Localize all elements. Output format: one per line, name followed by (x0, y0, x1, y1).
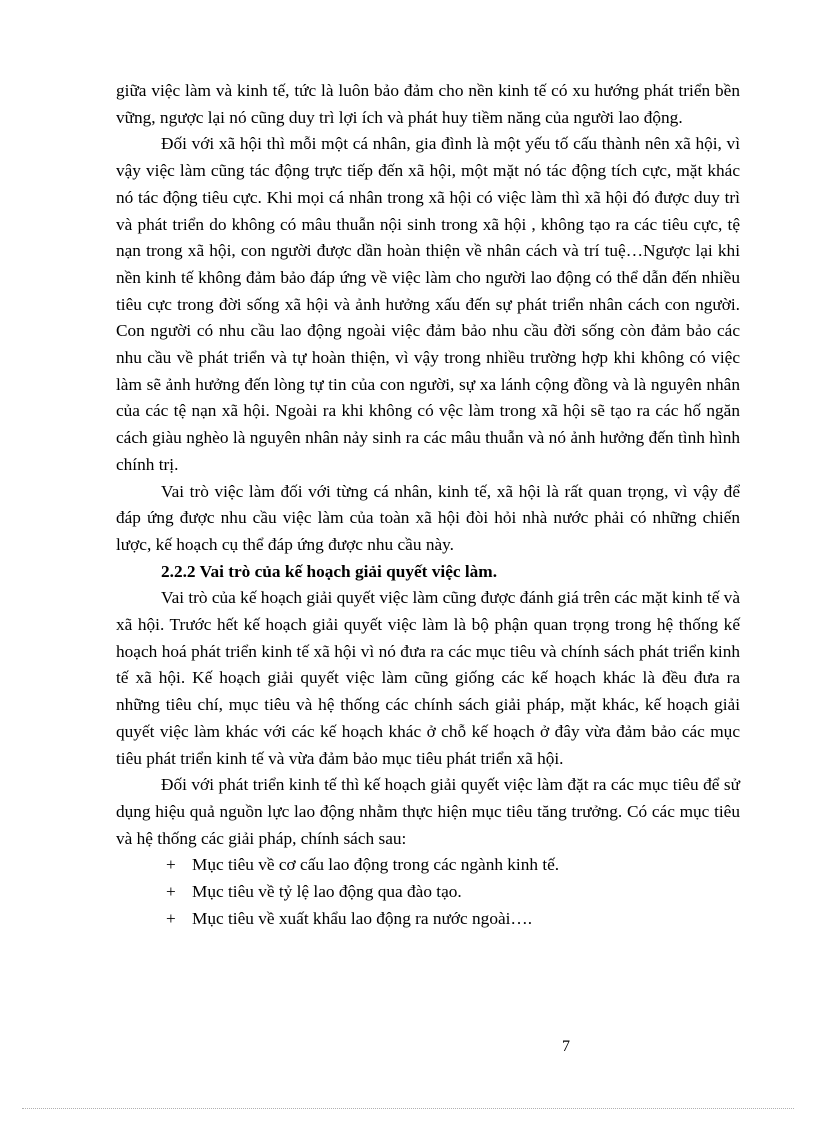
list-item (116, 906, 740, 933)
list-item-text: Mục tiêu về xuất khẩu lao động ra nước ngoài…. (192, 908, 533, 928)
list-item (116, 852, 740, 879)
section-heading: 2.2.2 Vai trò của kế hoạch giải quyết việc làm. (161, 561, 498, 581)
paragraph-plan-role: Vai trò của kế hoạch giải quyết việc làm cũng được đánh giá trên các mặt kinh tế và xã hội. Trước hết kế hoạch giải quyết việc làm là bộ phận quan trọng trong hệ thống kế hoạch hoá phát triển kinh tế xã hội vì nó đưa ra các mục tiêu và chính sách phát triển kinh tế xã hội. Kế hoạch giải quyết việc làm cũng giống các kế hoạch khác là đều đưa ra những tiêu chí, mục tiêu và hệ thống các chính sách giải pháp, mặt khác, kế hoạch giải quyết việc làm khác với các kế hoạch khác ở chỗ kế hoạch ở đây vừa đảm bảo các mục tiêu phát triển kinh tế và vừa đảm bảo mục tiêu phát triển xã hội. (116, 588, 740, 768)
list-item (116, 879, 740, 906)
paragraph-role-summary: Vai trò việc làm đối với từng cá nhân, kinh tế, xã hội là rất quan trọng, vì vậy để đáp ứng được nhu cầu việc làm của toàn xã hội đòi hỏi nhà nước phải có những chiến lược, kế hoạch cụ thể đáp ứng được nhu cầu này. (116, 481, 740, 554)
paragraph-economic-goals: Đối với phát triển kinh tế thì kế hoạch giải quyết việc làm đặt ra các mục tiêu để sử dụng hiệu quả nguồn lực lao động nhằm thực hiện mục tiêu tăng trưởng. Có các mục tiêu và hệ thống các giải pháp, chính sách sau: (116, 775, 740, 848)
document-page (116, 78, 740, 933)
page-number: 7 (562, 1038, 570, 1055)
bullet-mark: + (166, 855, 176, 875)
bullet-mark: + (166, 908, 176, 928)
page-bottom-divider (22, 1108, 794, 1109)
bullet-mark: + (166, 882, 176, 902)
paragraph-continuation: giữa việc làm và kinh tế, tức là luôn bảo đảm cho nền kinh tế có xu hướng phát triển bền vững, ngược lại nó cũng duy trì lợi ích và phát huy tiềm năng của người lao động. (116, 81, 740, 127)
paragraph-social-impact: Đối với xã hội thì mỗi một cá nhân, gia đình là một yếu tố cấu thành nên xã hội, vì vậy việc làm cũng tác động trực tiếp đến xã hội, một mặt nó tác động tích cực, mặt khác nó tác động tiêu cực. Khi mọi cá nhân trong xã hội có việc làm thì xã hội đó được duy trì và phát triển do không có mâu thuẫn nội sinh trong xã hội , không tạo ra các tiêu cực, tệ nạn trong xã hội, con người được dần hoàn thiện về nhân cách và trí tuệ…Ngược lại khi nền kinh tế không đảm bảo đáp ứng về việc làm cho người lao động có thể dẫn đến nhiều tiêu cực trong đời sống xã hội và ảnh hưởng xấu đến sự phát triển nhân cách con người. Con người có nhu cầu lao động ngoài việc đảm bảo nhu cầu đời sống còn đảm bảo các nhu cầu về phát triển và tự hoàn thiện, vì vậy trong nhiều trường hợp khi không có việc làm sẽ ảnh hưởng đến lòng tự tin của con người, sự xa lánh cộng đồng và là nguyên nhân của các tệ nạn xã hội. Ngoài ra khi không có vệc làm trong xã hội sẽ tạo ra các hố ngăn cách giàu nghèo là nguyên nhân nảy sinh ra các mâu thuẫn và nó ảnh hưởng đến tình hình chính trị. (116, 134, 740, 474)
list-item-text: Mục tiêu về cơ cấu lao động trong các ngành kinh tế. (192, 855, 560, 875)
bullet-list (116, 852, 740, 932)
list-item-text: Mục tiêu về tỷ lệ lao động qua đào tạo. (192, 882, 462, 902)
